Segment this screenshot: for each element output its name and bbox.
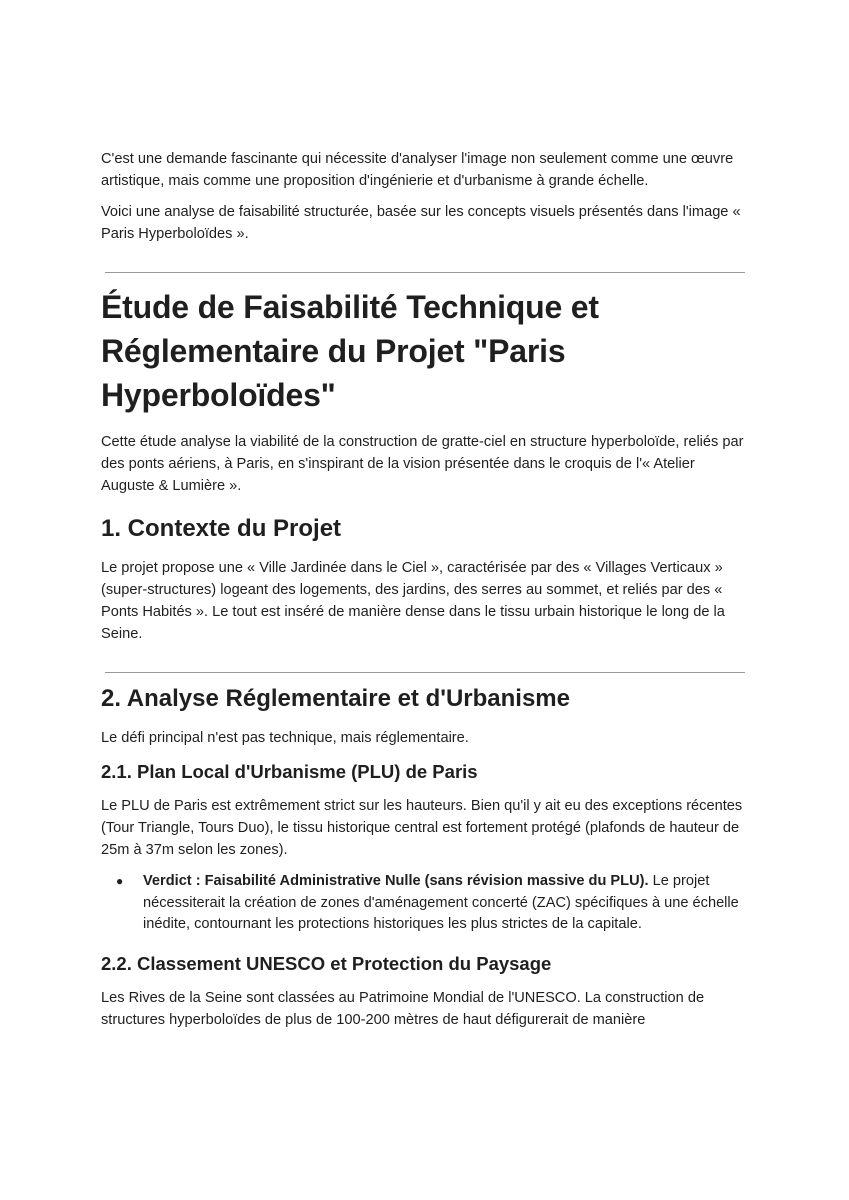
verdict-list — [101, 871, 749, 936]
verdict-text: Le projet nécessiterait la création de zones d'aménagement concerté (ZAC) spécifiques à une échelle inédite, contournant les protections historiques les plus strictes de la capitale. — [143, 873, 739, 932]
subsection-2-2-paragraph: Les Rives de la Seine sont classées au Patrimoine Mondial de l'UNESCO. La construction de structures hyperboloïdes de plus de 100-200 mètres de haut défigurerait de manière — [101, 989, 705, 1028]
intro-paragraph-1: C'est une demande fascinante qui nécessite d'analyser l'image non seulement comme une œuvre artistique, mais comme une proposition d'ingénierie et d'urbanisme à grande échelle. — [101, 151, 734, 189]
bullet-icon: ● — [116, 874, 124, 888]
study-intro-paragraph: Cette étude analyse la viabilité de la construction de gratte-ciel en structure hyperboloïde, reliés par des ponts aériens, à Paris, en s'inspirant de la vision présentée dans le croquis de l'« Atelier Auguste & Lumière ». — [101, 434, 744, 494]
subsection-2-1-heading: 2.1. Plan Local d'Urbanisme (PLU) de Paris — [101, 761, 478, 782]
list-item — [116, 871, 749, 936]
verdict-label: Verdict : Faisabilité Administrative Nulle (sans révision massive du PLU). — [143, 873, 649, 889]
document-title: Étude de Faisabilité Technique et Réglementaire du Projet "Paris Hyperboloïdes" — [101, 289, 599, 413]
section-2-heading: 2. Analyse Réglementaire et d'Urbanisme — [101, 685, 570, 712]
section-1-heading: 1. Contexte du Projet — [101, 515, 342, 542]
section-1-paragraph: Le projet propose une « Ville Jardinée dans le Ciel », caractérisée par des « Villages Verticaux » (super-structures) logeant des logements, des jardins, des serres au sommet, et reliés par des « Ponts Habités ». Le tout est inséré de manière dense dans le tissu urbain historique le long de la Seine. — [101, 560, 725, 642]
intro-paragraph-2: Voici une analyse de faisabilité structurée, basée sur les concepts visuels présentés dans l'image « Paris Hyperboloïdes ». — [101, 204, 741, 242]
section-2-paragraph: Le défi principal n'est pas technique, mais réglementaire. — [101, 730, 469, 746]
document-content — [101, 148, 749, 1031]
divider — [105, 672, 745, 673]
divider — [105, 272, 745, 273]
subsection-2-1-paragraph: Le PLU de Paris est extrêmement strict sur les hauteurs. Bien qu'il y ait eu des exceptions récentes (Tour Triangle, Tours Duo), le tissu historique central est fortement protégé (plafonds de hauteur de 25m à 37m selon les zones). — [101, 798, 743, 858]
subsection-2-2-heading: 2.2. Classement UNESCO et Protection du Paysage — [101, 952, 552, 974]
